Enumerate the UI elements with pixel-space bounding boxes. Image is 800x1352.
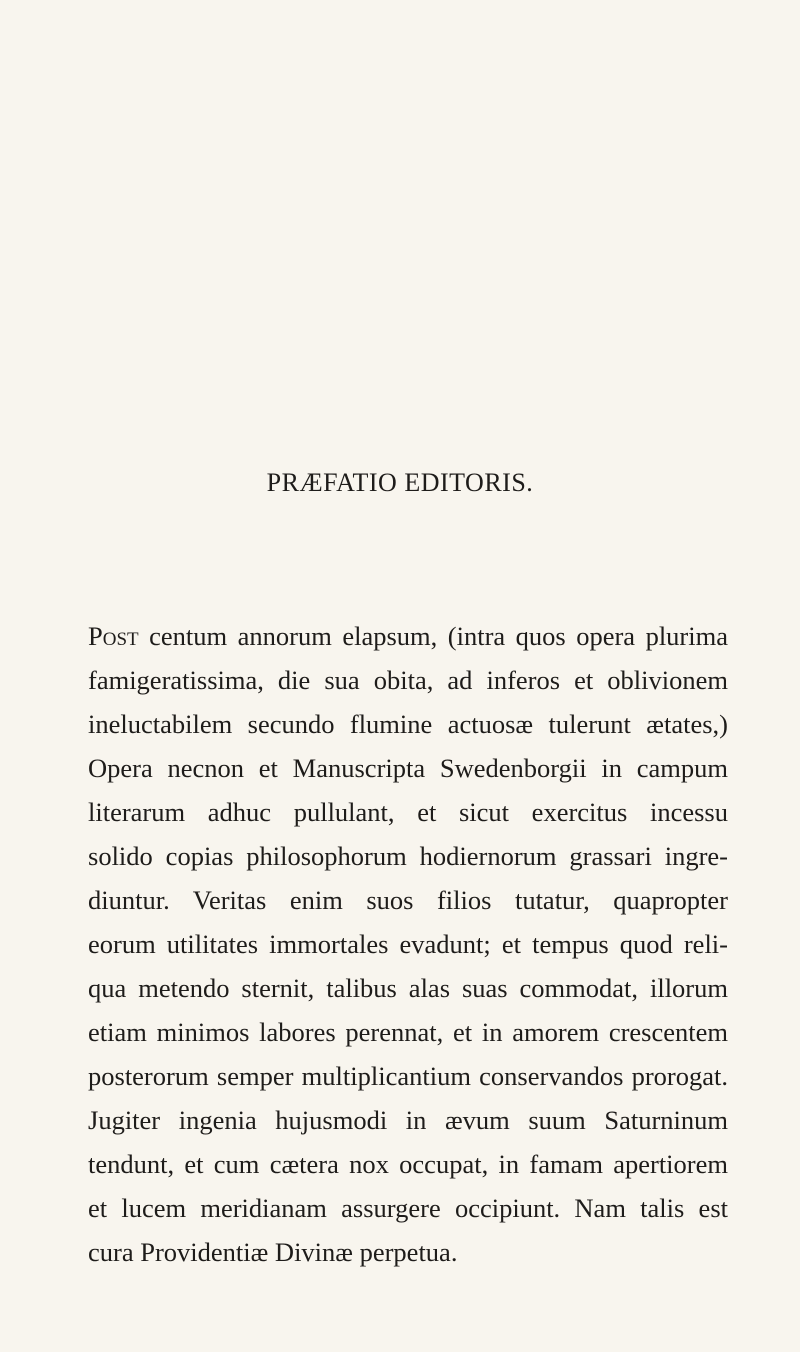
- paragraph-line: ineluctabilem secundo flumine actuosæ tulerunt ætates,): [88, 709, 728, 739]
- paragraph-line: eorum utilitates immortales evadunt; et tempus quod reli-: [88, 929, 728, 959]
- paragraph-line: diuntur. Veritas enim suos filios tutatur, quapropter: [88, 885, 728, 915]
- paragraph-line: solido copias philosophorum hodiernorum grassari ingre-: [88, 841, 728, 871]
- preface-paragraph: [88, 614, 728, 1274]
- first-line-text: centum annorum elapsum, (intra quos opera plurima: [138, 621, 728, 651]
- paragraph-line: posterorum semper multiplicantium conservandos prorogat.: [88, 1061, 728, 1091]
- paragraph-line: et lucem meridianam assurgere occipiunt. Nam talis est: [88, 1193, 728, 1223]
- paragraph-line: literarum adhuc pullulant, et sicut exercitus incessu: [88, 797, 728, 827]
- paragraph-line: qua metendo sternit, talibus alas suas commodat, illorum: [88, 973, 728, 1003]
- paragraph-line: tendunt, et cum cætera nox occupat, in famam apertiorem: [88, 1149, 728, 1179]
- paragraph-line-last: cura Providentiæ Divinæ perpetua.: [88, 1237, 458, 1267]
- paragraph-line: [88, 614, 728, 658]
- paragraph-line: Jugiter ingenia hujusmodi in ævum suum Saturninum: [88, 1105, 728, 1135]
- paragraph-line: famigeratissima, die sua obita, ad inferos et oblivionem: [88, 665, 728, 695]
- paragraph-line: Opera necnon et Manuscripta Swedenborgii in campum: [88, 753, 728, 783]
- paragraph-line: etiam minimos labores perennat, et in amorem crescentem: [88, 1017, 728, 1047]
- lead-word: Post: [88, 621, 139, 651]
- page-heading: PRÆFATIO EDITORIS.: [266, 468, 534, 497]
